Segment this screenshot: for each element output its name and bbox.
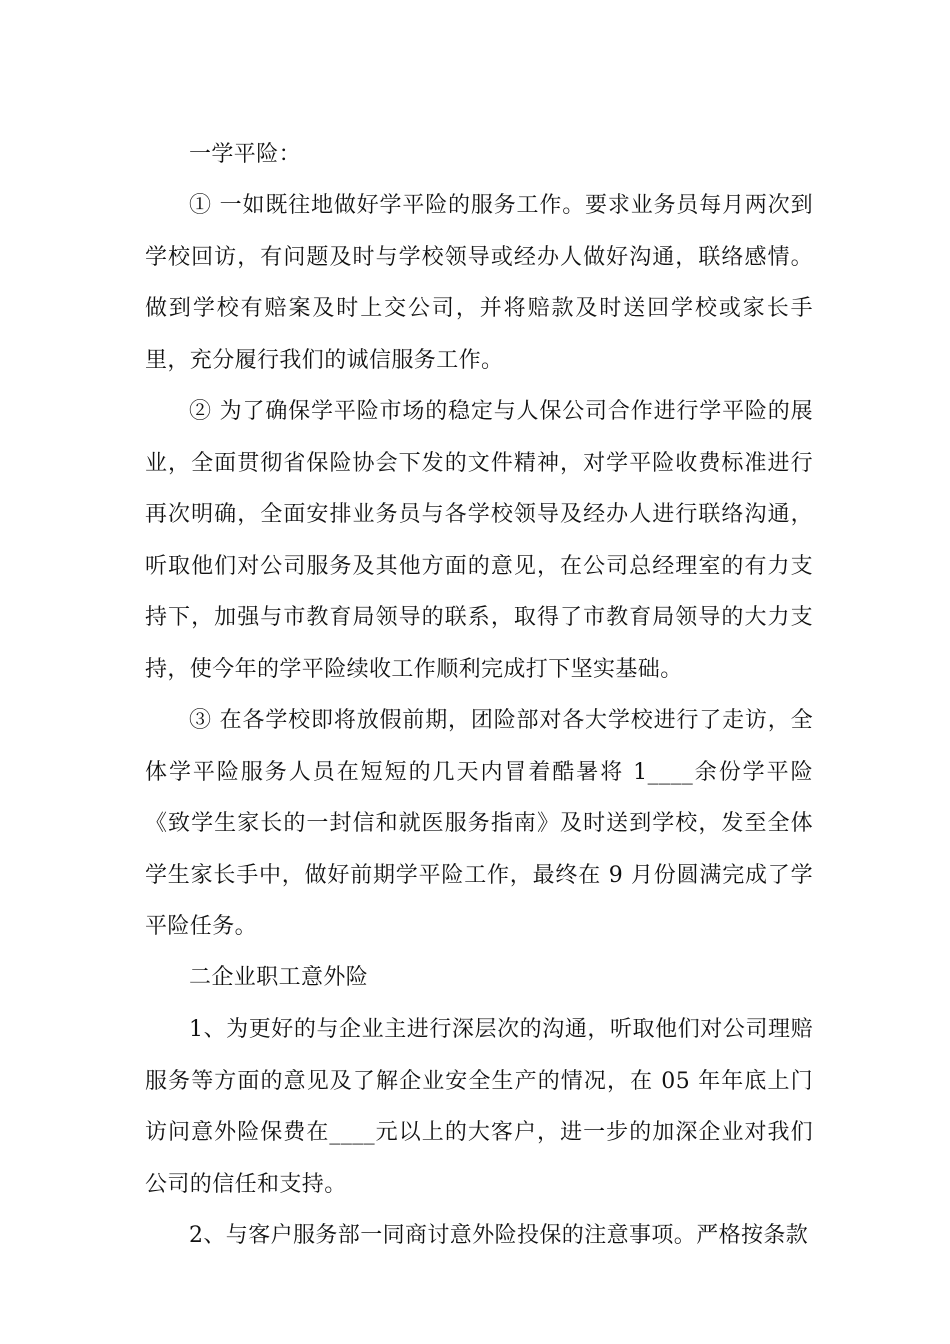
- section-heading-employee-accident-insurance: 二企业职工意外险: [189, 965, 369, 990]
- paragraph-4: 1、为更好的与企业主进行深层次的沟通，听取他们对公司理赔服务等方面的意见及了解企业安全生产的情况，在 05 年年底上门访问意外险保费在____元以上的大客户，进一步的加深企业对我们公司的信任和支持。: [145, 1017, 813, 1197]
- paragraph-1: ① 一如既往地做好学平险的服务工作。要求业务员每月两次到学校回访，有问题及时与学校领导或经办人做好沟通，联络感情。做到学校有赔案及时上交公司，并将赔款及时送回学校或家长手里，充分履行我们的诚信服务工作。: [145, 193, 813, 373]
- paragraph-5: 2、与客户服务部一同商讨意外险投保的注意事项。严格按条款: [189, 1223, 809, 1248]
- paragraph-2: ② 为了确保学平险市场的稳定与人保公司合作进行学平险的展业，全面贯彻省保险协会下发的文件精神，对学平险收费标准进行再次明确，全面安排业务员与各学校领导及经办人进行联络沟通，听取他们对公司服务及其他方面的意见，在公司总经理室的有力支持下，加强与市教育局领导的联系，取得了市教育局领导的大力支持，使今年的学平险续收工作顺利完成打下坚实基础。: [145, 399, 813, 682]
- paragraph-3: ③ 在各学校即将放假前期，团险部对各大学校进行了走访，全体学平险服务人员在短短的几天内冒着酷暑将 1____余份学平险《致学生家长的一封信和就医服务指南》及时送到学校，发至全体学生家长手中，做好前期学平险工作，最终在 9 月份圆满完成了学平险任务。: [145, 708, 813, 939]
- section-heading-student-insurance: 一学平险：: [189, 142, 302, 167]
